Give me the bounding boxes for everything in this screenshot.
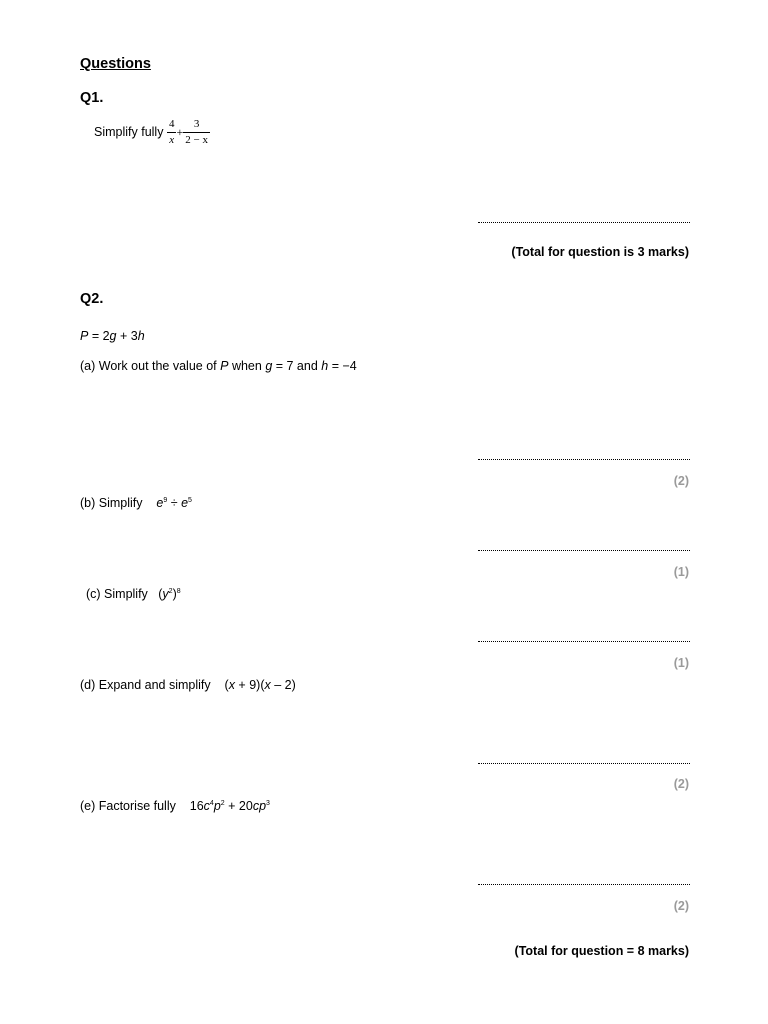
q2e-c1-exp: 4 — [209, 799, 214, 807]
q1-label: Q1. — [80, 90, 104, 106]
q2b-exp2: 5 — [188, 496, 192, 504]
q2a-var-h: h — [321, 359, 329, 373]
q2-formula — [80, 329, 145, 343]
q2c-prompt — [86, 587, 181, 601]
q2e-p1: p — [213, 799, 221, 813]
q2e-p2-exp: 3 — [266, 799, 270, 807]
q1-prompt-text: Simplify fully — [94, 124, 164, 139]
q2e-plus: + 20 — [224, 799, 253, 813]
q2e-c2: c — [252, 799, 260, 813]
q2c-base: y — [162, 587, 169, 601]
q2a-marks: (2) — [673, 474, 689, 488]
q2b-prefix: (b) Simplify — [80, 496, 143, 510]
q2c-marks: (1) — [673, 656, 689, 670]
q2-label: Q2. — [80, 291, 104, 307]
q2d-x1: x — [228, 678, 235, 692]
q2c-close: ) — [172, 587, 177, 601]
q2d-p1: ( — [224, 678, 229, 692]
q2c-prefix: (c) Simplify — [86, 587, 148, 601]
q1-frac2-numerator: 3 — [183, 119, 210, 133]
q2e-p2: p — [259, 799, 267, 813]
q2a-h-val: = −4 — [328, 359, 357, 373]
q2a-prefix: (a) Work out the value of — [80, 359, 221, 373]
q1-total-marks: (Total for question is 3 marks) — [511, 245, 689, 259]
q1-prompt — [94, 119, 210, 146]
q2e-prefix: (e) Factorise fully — [80, 799, 176, 813]
q2d-p2: + 9)( — [234, 678, 265, 692]
q1-operator: + — [176, 125, 184, 139]
q2e-marks: (2) — [673, 899, 689, 913]
q2d-prompt — [80, 678, 296, 692]
q2c-open: ( — [158, 587, 163, 601]
q2b-prompt — [80, 496, 192, 510]
q2e-c1: c — [203, 799, 210, 813]
q2a-g-val: = 7 and — [272, 359, 322, 373]
formula-h: h — [137, 329, 145, 343]
q1-frac2-denominator: 2 − x — [185, 134, 208, 146]
q2e-answer-line[interactable] — [478, 884, 690, 885]
q1-fraction-2 — [183, 119, 210, 146]
q2c-answer-line[interactable] — [478, 641, 690, 642]
q2b-exp1: 9 — [163, 496, 168, 504]
formula-eq: = 2 — [88, 329, 110, 343]
q2b-marks: (1) — [673, 565, 689, 579]
q2-total-marks: (Total for question = 8 marks) — [514, 944, 689, 958]
q2e-prompt — [80, 799, 270, 813]
q2b-answer-line[interactable] — [478, 550, 690, 551]
q2e-p1-exp: 2 — [220, 799, 225, 807]
q1-frac1-den-var: x — [169, 134, 175, 146]
formula-g: g — [109, 329, 117, 343]
q2d-prefix: (d) Expand and simplify — [80, 678, 211, 692]
q2c-inner-exp: 2 — [168, 587, 173, 595]
q2d-marks: (2) — [673, 777, 689, 791]
q1-answer-line[interactable] — [478, 222, 690, 223]
q2d-x2: x — [264, 678, 271, 692]
formula-p: P — [80, 329, 89, 343]
q2a-answer-line[interactable] — [478, 459, 690, 460]
q2a-var-g: g — [265, 359, 273, 373]
q2a-prompt — [80, 359, 357, 373]
q2a-var-p: P — [220, 359, 229, 373]
page-title: Questions — [80, 56, 151, 72]
formula-plus: + 3 — [116, 329, 138, 343]
q2d-p3: – 2) — [270, 678, 296, 692]
q1-frac1-numerator: 4 — [167, 119, 177, 133]
q2d-answer-line[interactable] — [478, 763, 690, 764]
q2b-base2: e — [181, 496, 189, 510]
q2e-coef1: 16 — [189, 799, 204, 813]
q2b-base1: e — [156, 496, 164, 510]
q2a-when: when — [228, 359, 266, 373]
q2c-outer-exp: 8 — [176, 587, 181, 595]
q2b-op: ÷ — [167, 496, 182, 510]
